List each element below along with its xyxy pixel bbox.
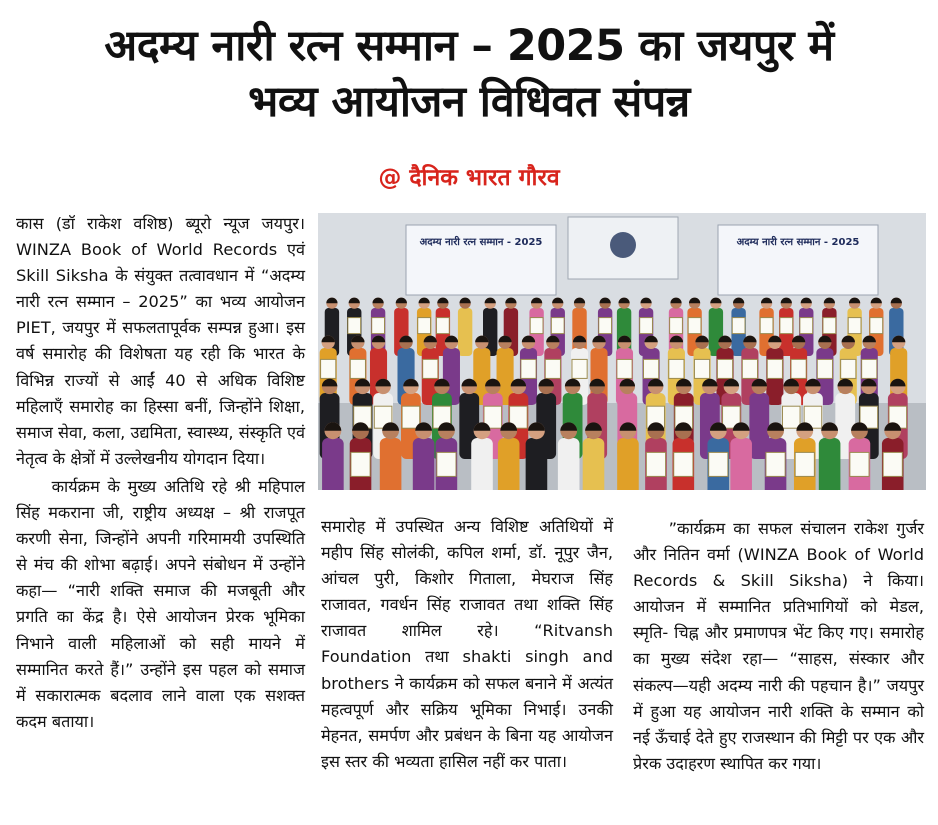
certificate: [521, 359, 536, 378]
certificate: [617, 359, 632, 378]
byline: @ दैनिक भारत गौरव: [378, 165, 560, 191]
certificate: [372, 318, 385, 334]
photo-illustration: [318, 213, 926, 490]
certificate: [883, 452, 902, 476]
event-group-photo: [318, 213, 926, 490]
person-body: [558, 438, 580, 490]
banner-text-right: अदम्य नारी रत्न सम्मान - 2025: [736, 237, 860, 248]
certificate: [782, 406, 800, 428]
certificate: [766, 452, 785, 476]
person-body: [380, 438, 402, 490]
person-body: [458, 308, 472, 356]
person-body: [322, 438, 344, 490]
certificate: [688, 318, 701, 334]
certificate: [423, 359, 438, 378]
certificate: [870, 318, 883, 334]
certificate: [640, 318, 653, 334]
certificate: [674, 452, 693, 476]
article-column-1: [16, 211, 305, 735]
certificate: [732, 318, 745, 334]
certificate: [709, 452, 728, 476]
stage-banner-right: [718, 225, 878, 295]
certificate: [351, 452, 370, 476]
article-paragraph: समारोह में उपस्थित अन्य विशिष्ट अतिथियों में महीप सिंह सोलंकी, कपिल शर्मा, डॉ. नूपुर जैन, आंचल पुरी, किशोर गिताला, मेघराज सिंह राजावत, गवर्धन सिंह राजावत तथा शक्ति सिंह राजावत शामिल रहे। “Ritvansh Foundation तथा shakti singh and brothers ने कार्यक्रम को सफल बनाने में अत्यंत महत्वपूर्ण और सक्रिय भूमिका निभाई। उनकी मेहनत, समर्पण और प्रबंधन के बिना यह आयोजन इस स्तर की भव्यता हासिल नहीं कर पाता।: [321, 517, 613, 771]
certificate: [437, 452, 456, 476]
headline-line-1: अदम्य नारी रत्न सम्मान – 2025 का जयपुर में: [104, 21, 834, 71]
article-paragraph: ”कार्यक्रम का सफल संचालन राकेश गुर्जर और नितिन वर्मा (WINZA Book of World Records & Skill Siksha) ने किया। आयोजन में सम्मानित प्रतिभागियों को मेडल, स्मृति- चिह्न और प्रमाणपत्र भेंट किए गए। समारोह का मुख्य संदेश रहा— “साहस, संस्कार और संकल्प—यही अदम्य नारी की पहचान है।” जयपुर में हुआ यह आयोजन नारी शक्ति के सम्मान को नई ऊँचाई देते हुए राजस्थान की मिट्टी पर एक और प्रेरक उदाहरण स्थापित कर गया।: [633, 519, 924, 773]
certificate: [780, 318, 793, 334]
certificate: [551, 318, 564, 334]
certificate: [402, 406, 420, 428]
certificate: [646, 452, 665, 476]
article-column-2: [321, 514, 613, 775]
certificate: [436, 318, 449, 334]
screen-logo: [610, 232, 636, 258]
certificate: [530, 318, 543, 334]
certificate: [848, 318, 861, 334]
certificate: [321, 359, 336, 378]
certificate: [572, 359, 587, 378]
certificate: [862, 359, 877, 378]
person-body: [413, 438, 435, 490]
person-body: [730, 438, 752, 490]
certificate: [795, 452, 814, 476]
headline-line-2: भव्य आयोजन विधिवत संपन्न: [248, 77, 690, 127]
person-body: [471, 438, 493, 490]
person-body: [617, 438, 639, 490]
person-body: [526, 438, 548, 490]
certificate: [823, 318, 836, 334]
article-paragraph: कार्यक्रम के मुख्य अतिथि रहे श्री महिपाल सिंह मकराना जी, राष्ट्रीय अध्यक्ष – श्री राजपूत करणी सेना, जिन्होंने अपनी गरिमामयी उपस्थिति से मंच की शोभा बढ़ाई। अपने संबोधन में उन्होंने कहा— “नारी शक्ति समाज की मजबूती और प्रगति का केंद्र है। ऐसे आयोजन प्रेरक भूमिका निभाने वाली महिलाओं को सही मायने में सम्मानित करते हैं।” उन्होंने इस पहल को समाज में सकारात्मक बदलाव लाने वाला एक सशक्त कदम बताया।: [16, 476, 305, 731]
person-body: [498, 438, 520, 490]
certificate: [643, 359, 658, 378]
certificate: [767, 359, 782, 378]
article-paragraph: कास (डॉ राकेश वशिष्ठ) ब्यूरो न्यूज जयपुर। WINZA Book of World Records एवं Skill Siksha के संयुक्त तत्वावधान में “अदम्य नारी रत्न सम्मान – 2025” का भव्य आयोजन PIET, जयपुर में सफलतापूर्वक सम्पन्न हुआ। इस वर्ष समारोह की विशेषता यह रही कि भारत के विभिन्न राज्यों से आईं 40 से अधिक विशिष्ट महिलाएँ समारोह का हिस्सा बनीं, जिन्होंने शिक्षा, समाज सेवा, कला, उद्यमिता, स्वास्थ्य, संस्कृति एवं नेतृत्व के क्षेत्रों में उल्लेखनीय योगदान दिया।: [16, 214, 305, 468]
stage-banner-left: [406, 225, 556, 295]
certificate: [742, 359, 757, 378]
certificate: [817, 359, 832, 378]
certificate: [800, 318, 813, 334]
article-column-3: [633, 514, 924, 777]
certificate: [418, 318, 431, 334]
certificate: [760, 318, 773, 334]
certificate: [670, 318, 683, 334]
certificate: [350, 359, 365, 378]
certificate: [599, 318, 612, 334]
person-body: [819, 438, 841, 490]
certificate: [348, 318, 361, 334]
certificate: [791, 359, 806, 378]
banner-text-left: अदम्य नारी रत्न सम्मान - 2025: [419, 237, 543, 248]
headline: [0, 18, 938, 130]
certificate: [669, 359, 684, 378]
certificate: [850, 452, 869, 476]
certificate: [694, 359, 709, 378]
certificate: [841, 359, 856, 378]
certificate: [717, 359, 732, 378]
certificate: [545, 359, 560, 378]
person-body: [583, 438, 605, 490]
